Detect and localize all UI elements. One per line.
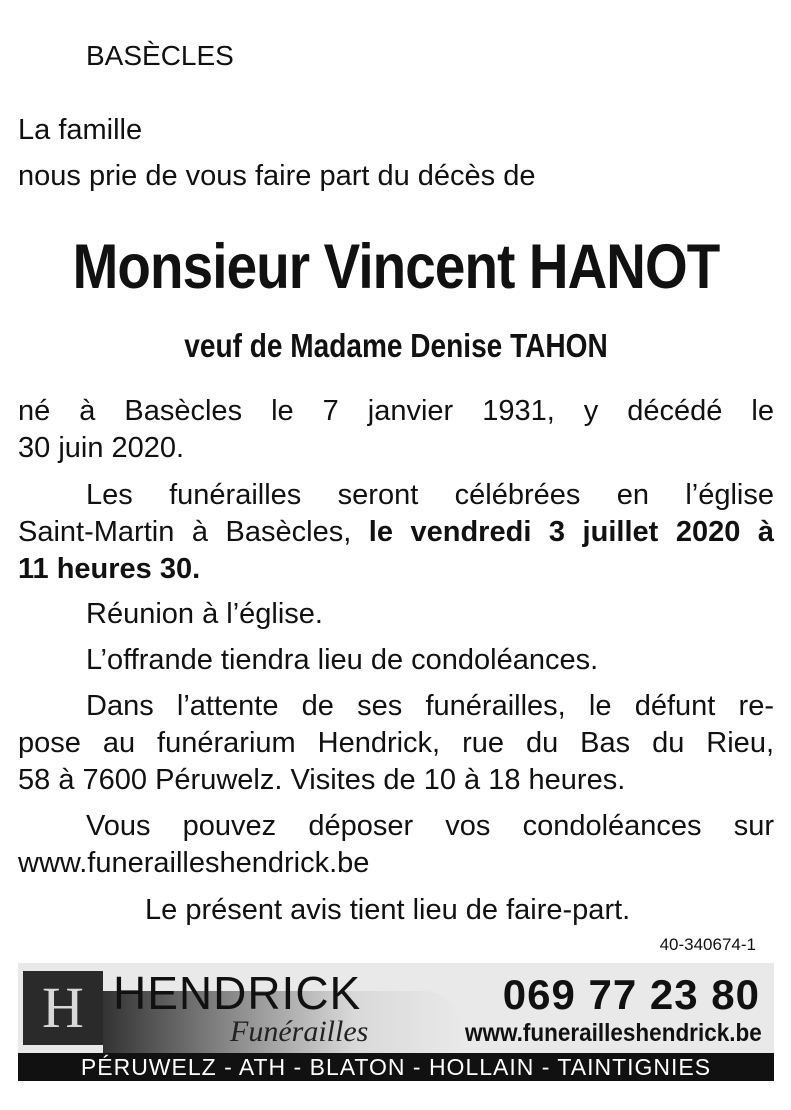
reference-number: 40-340674-1 [659,935,756,954]
deceased-name: Monsieur Vincent HANOT [72,232,720,302]
funeral-line-3 [18,551,774,587]
funeral-line-1: Les funérailles seront célébrées en l’église [86,479,774,511]
intro-line-1: La famille [18,114,143,146]
logo-letter: H [42,975,84,1040]
widow-of: veuf de Madame Denise TAHON [184,327,608,364]
rest-line-1: Dans l’attente de ses funérailles, le défunt re- [86,690,774,722]
hendrick-logo [23,971,103,1045]
rest-line-2: pose au funérarium Hendrick, rue du Bas du Rieu, [18,727,774,759]
birth-death-line-1: né à Basècles le 7 janvier 1931, y décédé le [18,395,774,427]
offering-text: L’offrande tiendra lieu de condoléances. [86,644,599,676]
firm-name: HENDRICK [113,967,362,1019]
funeral-line-2 [18,514,774,550]
location-heading: BASÈCLES [86,40,234,71]
meeting-text: Réunion à l’église. [86,598,323,630]
notice-text: Le présent avis tient lieu de faire-part. [145,894,631,926]
intro-line-2: nous prie de vous faire part du décès de [18,160,536,192]
birth-death-line-2: 30 juin 2020. [18,432,185,464]
funeral-home-banner [18,963,774,1081]
condolences-line-1: Vous pouvez déposer vos condoléances sur [86,810,774,842]
phone-number[interactable]: 069 77 23 80 [502,971,760,1018]
towns-strip: PÉRUWELZ - ATH - BLATON - HOLLAIN - TAINTIGNIES [18,1053,774,1081]
banner-website[interactable]: www.funerailleshendrick.be [465,1019,762,1047]
condolences-website[interactable]: www.funerailleshendrick.be [18,847,370,879]
funeral-date: le vendredi 3 juillet 2020 à [368,516,774,548]
firm-subtitle: Funérailles [230,1015,369,1048]
funeral-church: Saint-Martin à Basècles, [18,516,369,548]
rest-line-3: 58 à 7600 Péruwelz. Visites de 10 à 18 heures. [18,764,626,796]
funeral-time: 11 heures 30. [18,553,201,585]
